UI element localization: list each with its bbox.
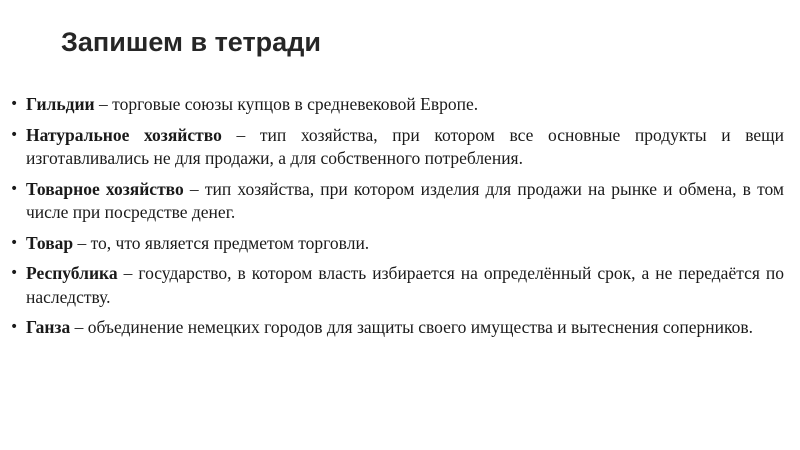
term: Республика (26, 263, 118, 283)
definition-item (10, 93, 784, 117)
bullet-icon: • (10, 234, 19, 251)
definition-item (10, 316, 784, 340)
term: Ганза (26, 317, 71, 337)
definition: – тип хозяйства, при котором изделия для продажи на рынке и обмена, в том числе при посредстве денег. (26, 178, 785, 222)
definition: – объединение немецких городов для защиты своего имущества и вытеснения соперников. (70, 317, 754, 337)
definition: – то, что является предметом торговли. (73, 232, 370, 253)
slide-title: Запишем в тетради (61, 27, 321, 57)
term: Натуральное хозяйство (26, 124, 222, 145)
definition-item (10, 232, 784, 256)
term: Товар (26, 232, 74, 253)
definition-item (10, 262, 784, 309)
bullet-icon: • (10, 126, 19, 143)
definition-list (10, 93, 784, 347)
bullet-icon: • (10, 265, 19, 281)
bullet-icon: • (10, 180, 19, 197)
term: Товарное хозяйство (26, 178, 184, 199)
definition-item (10, 178, 784, 225)
definition: – государство, в котором власть избирается на определённый срок, а не передаётся по наследству. (26, 263, 784, 307)
bullet-icon: • (10, 96, 19, 112)
bullet-icon: • (10, 319, 19, 335)
definition: – тип хозяйства, при котором все основные продукты и вещи изготавливались не для продажи, а для собственного потребления. (26, 124, 784, 168)
term: Гильдии (26, 94, 95, 114)
definition-item (10, 124, 784, 171)
definition: – торговые союзы купцов в средневековой Европе. (94, 94, 479, 114)
